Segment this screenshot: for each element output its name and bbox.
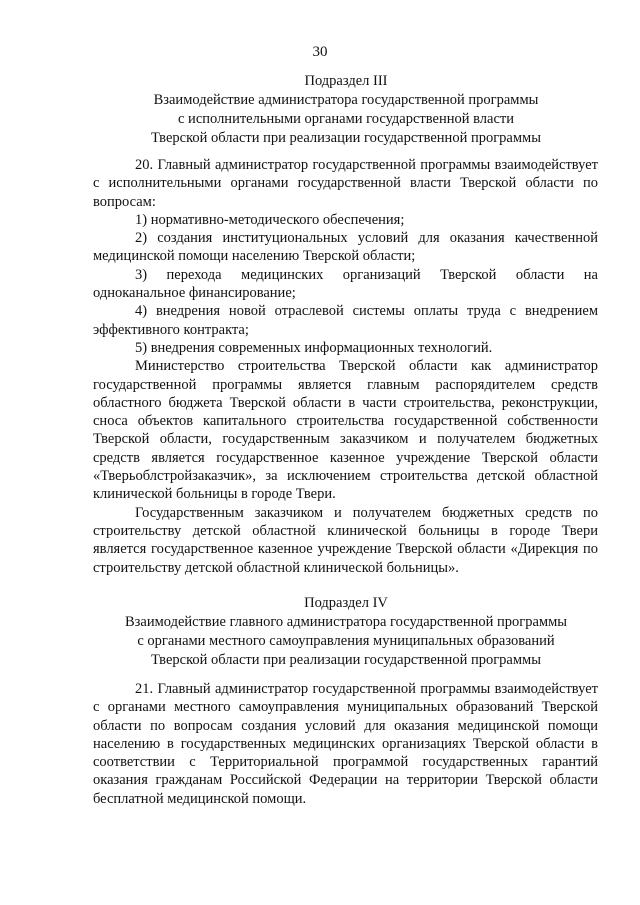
subsection-3-body [93, 156, 598, 577]
list-item-4: 4) внедрения новой отраслевой системы оплаты труда с внедрением эффективного контракта; [93, 303, 598, 338]
list-item-3: 3) перехода медицинских организаций Тверской области на одноканальное финансирование; [93, 266, 598, 302]
subsection-3-label: Подраздел III [304, 73, 388, 89]
subsection-4-title-line: Тверской области при реализации государственной программы [151, 652, 541, 668]
list-item-5: 5) внедрения современных информационных технологий. [135, 339, 493, 356]
subsection-4-heading [92, 594, 600, 670]
subsection-3-title-line: с исполнительными органами государственной власти [178, 111, 514, 127]
subsection-4-title-line: Взаимодействие главного администратора государственной программы [124, 614, 567, 630]
ministry-paragraph: Министерство строительства Тверской области как администратор государственной программы является главным распорядителем средств областного бюджета Тверской области в части строительства, реконструкции, сноса объектов капитального строительства государственной собственности Тверской области, государственным заказчиком и получателем бюджетных средств является государственное казенное учреждение Тверской области «Тверьоблстройзаказчик», за исключением строительства детской областной клинической больницы в городе Твери. [93, 358, 598, 503]
subsection-3-title-line: Взаимодействие администратора государственной программы [153, 92, 539, 108]
list-item-1: 1) нормативно-методического обеспечения; [135, 211, 405, 228]
customer-paragraph: Государственным заказчиком и получателем бюджетных средств по строительству детской областной клинической больницы в городе Твери является государственное казенное учреждение Тверской области «Дирекция по строительству детской областной клинической больницы». [93, 504, 598, 576]
subsection-4-title-line: с органами местного самоуправления муниципальных образований [137, 633, 555, 649]
paragraph-20: 20. Главный администратор государственной программы взаимодействует с исполнительными органами государственной власти Тверской области по вопросам: [93, 157, 598, 210]
subsection-3-heading [92, 72, 600, 148]
subsection-4-label: Подраздел IV [304, 595, 388, 611]
page-number: 30 [312, 44, 328, 60]
list-item-2: 2) создания институциональных условий для оказания качественной медицинской помощи населению Тверской области; [93, 230, 598, 265]
subsection-4-body [93, 680, 598, 808]
paragraph-21: 21. Главный администратор государственной программы взаимодействует с органами местного самоуправления муниципальных образований Тверской области по вопросам создания условий для оказания медицинской помощи населению в государственных медицинских организациях Тверской области в соответствии с Территориальной программой государственных гарантий оказания гражданам Российской Федерации на территории Тверской области бесплатной медицинской помощи. [93, 681, 598, 807]
subsection-3-title-line: Тверской области при реализации государственной программы [151, 130, 541, 146]
